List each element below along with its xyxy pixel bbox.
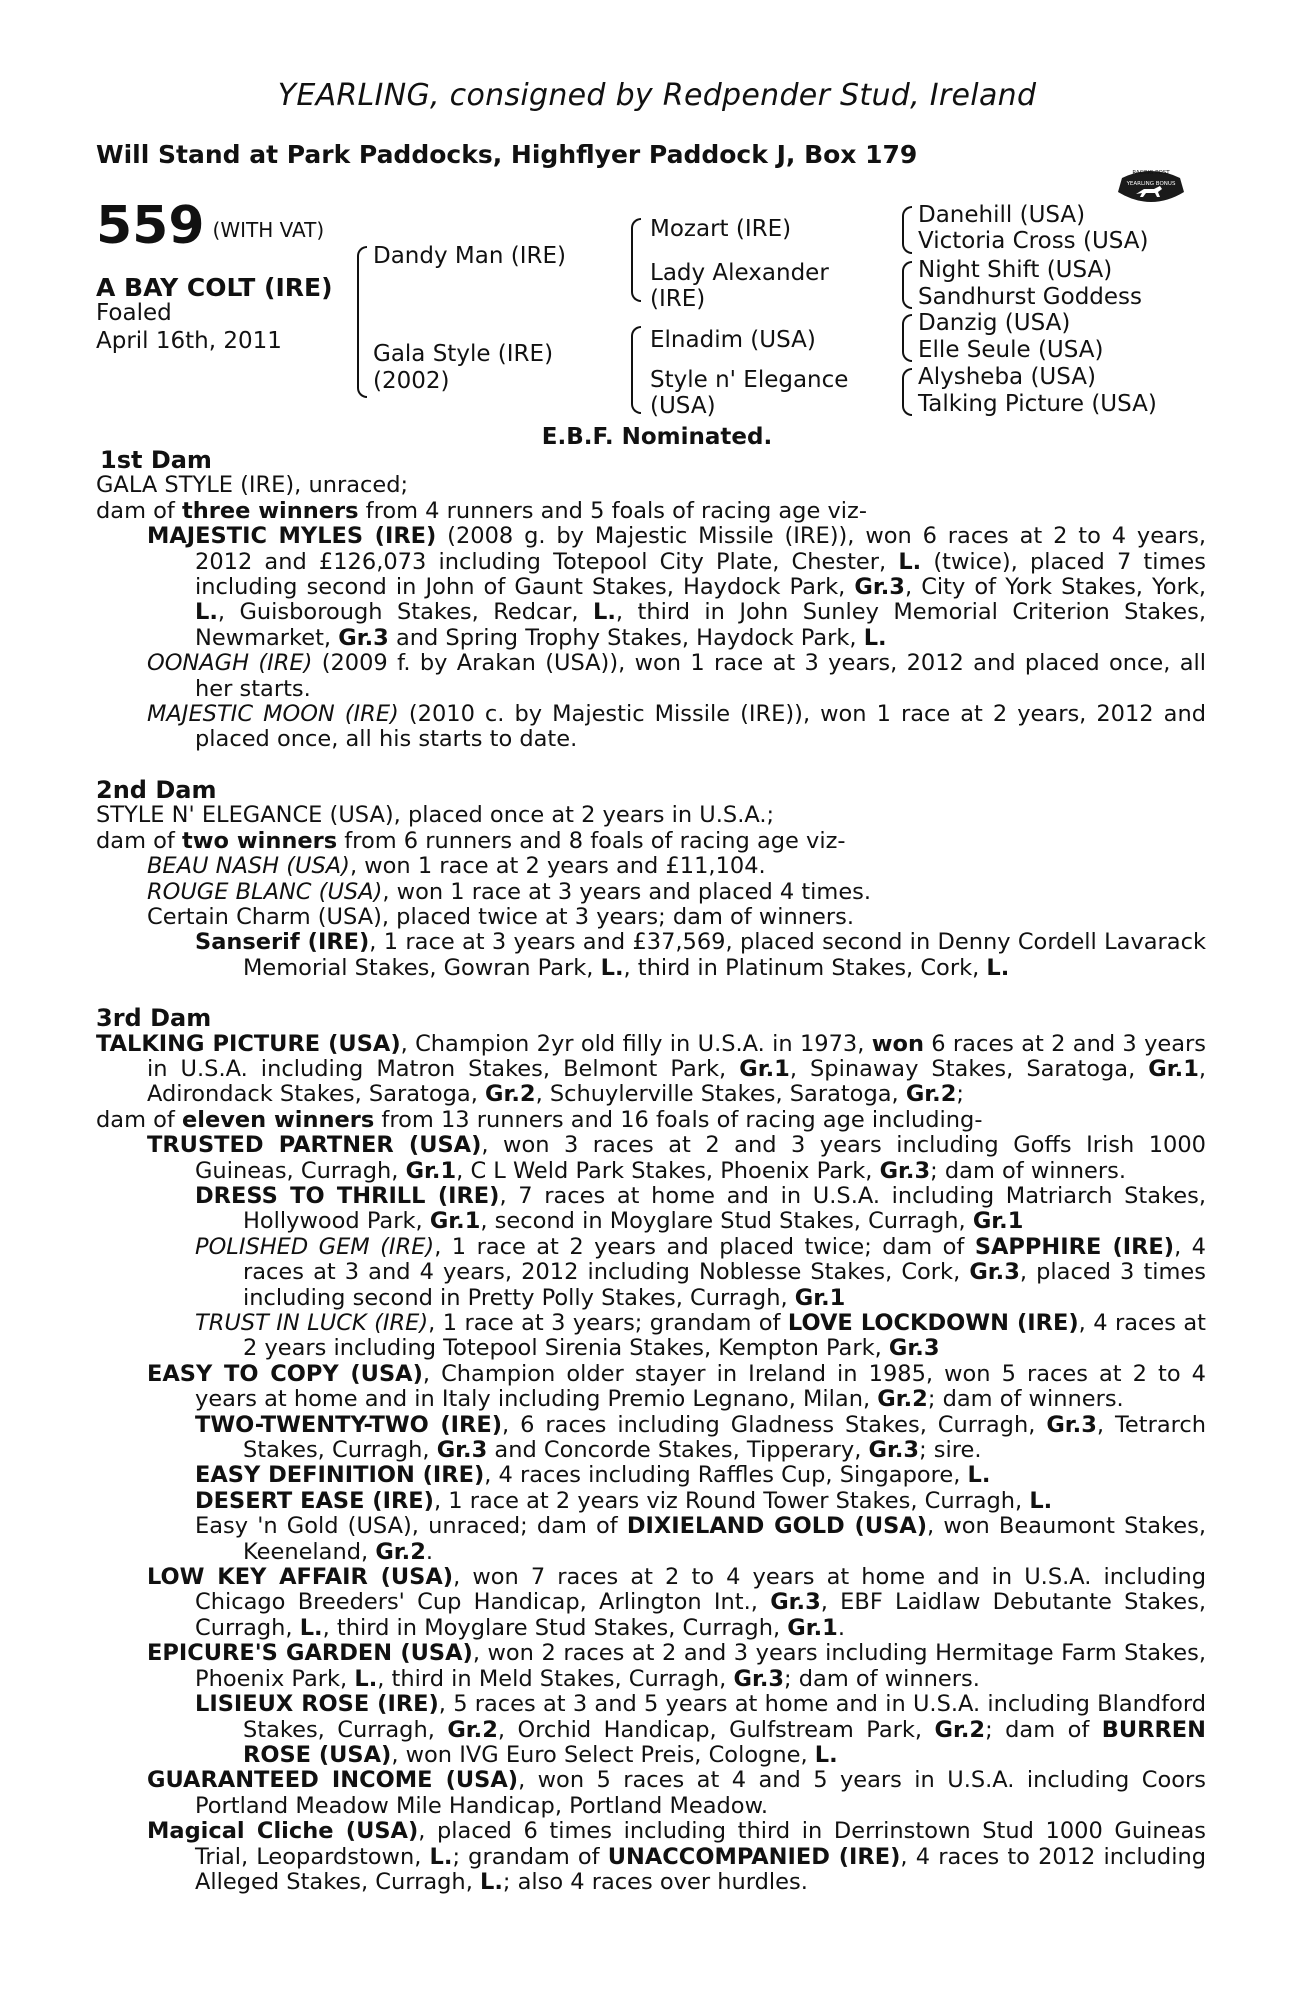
- lot-vat: (WITH VAT): [212, 218, 325, 242]
- pedigree-gen3: Victoria Cross (USA): [918, 228, 1149, 254]
- pedigree-brace: [902, 206, 912, 254]
- pedigree-brace: [631, 218, 641, 302]
- pedigree-gen3: Danehill (USA): [918, 202, 1086, 228]
- produce-entry: LISIEUX ROSE (IRE), 5 races at 3 and 5 years at home and in U.S.A. including Blandford Stakes, Curragh, Gr.2, Orchid Handicap, Gulfstream Park, Gr.2; dam of BURREN ROSE (USA), won IVG Euro Select Preis, Cologne, L.: [195, 1691, 1206, 1768]
- produce-entry: GUARANTEED INCOME (USA), won 5 races at 4 and 5 years in U.S.A. including Coors Portland Meadow Mile Handicap, Portland Meadow.: [147, 1767, 1206, 1819]
- produce-entry: LOW KEY AFFAIR (USA), won 7 races at 2 to 4 years at home and in U.S.A. including Chicago Breeders' Cup Handicap, Arlington Int., Gr.3, EBF Laidlaw Debutante Stakes, Curragh, L., third in Moyglare Stud Stakes, Curragh, Gr.1.: [147, 1564, 1206, 1641]
- produce-entry: Sanserif (IRE), 1 race at 3 years and £37,569, placed second in Denny Cordell Lavarack Memorial Stakes, Gowran Park, L., third in Platinum Stakes, Cork, L.: [195, 929, 1206, 981]
- catalogue-body: [96, 448, 1206, 1895]
- pedigree-sire-dam: Lady Alexander: [650, 260, 829, 286]
- pedigree-sire: Dandy Man (IRE): [373, 243, 566, 269]
- pedigree-gen3: Sandhurst Goddess: [918, 284, 1143, 310]
- pedigree-dam-sire: Elnadim (USA): [650, 327, 816, 353]
- pedigree-sire-dam-country: (IRE): [650, 286, 706, 312]
- produce-entry: DESERT EASE (IRE), 1 race at 2 years viz Round Tower Stakes, Curragh, L.: [195, 1487, 1053, 1514]
- produce-entry: MAJESTIC MYLES (IRE) (2008 g. by Majestic Missile (IRE)), won 6 races at 2 to 4 years, 2012 and £126,073 including Totepool City Plate, Chester, L. (twice), placed 7 times including second in John of Gaunt Stakes, Haydock Park, Gr.3, City of York Stakes, York, L., Guisborough Stakes, Redcar, L., third in John Sunley Memorial Criterion Stakes, Newmarket, Gr.3 and Spring Trophy Stakes, Haydock Park, L.: [147, 523, 1207, 651]
- pedigree-gen3: Danzig (USA): [918, 310, 1071, 336]
- produce-entry: OONAGH (IRE) (2009 f. by Arakan (USA)), won 1 race at 3 years, 2012 and placed once, all her starts.: [147, 650, 1206, 702]
- pedigree-dam-dam: Style n' Elegance: [650, 367, 849, 393]
- dam-produce-summary: dam of two winners from 6 runners and 8 foals of racing age viz-: [96, 827, 846, 854]
- produce-entry: Certain Charm (USA), placed twice at 3 years; dam of winners.: [147, 903, 854, 930]
- badge-amount: £10,000: [1136, 202, 1166, 210]
- section-heading: 1st Dam: [100, 446, 212, 474]
- pedigree-gen3: Night Shift (USA): [918, 257, 1113, 283]
- pedigree-brace: [902, 368, 912, 416]
- pedigree-gen3: Elle Seule (USA): [918, 337, 1104, 363]
- pedigree-dam: Gala Style (IRE): [373, 341, 554, 367]
- badge-top-text: RACING POST: [1132, 170, 1170, 176]
- lot-number: 559: [96, 196, 205, 256]
- badge-mid-text: YEARLING BONUS: [1126, 181, 1176, 187]
- produce-entry: MAJESTIC MOON (IRE) (2010 c. by Majestic Missile (IRE)), won 1 race at 2 years, 2012 and placed once, all his starts to date.: [147, 701, 1206, 753]
- yearling-bonus-badge-icon: [1112, 162, 1190, 212]
- produce-entry: POLISHED GEM (IRE), 1 race at 2 years and placed twice; dam of SAPPHIRE (IRE), 4 races at 3 and 4 years, 2012 including Noblesse Stakes, Cork, Gr.3, placed 3 times including second in Pretty Polly Stakes, Curragh, Gr.1: [195, 1233, 1206, 1311]
- produce-entry: ROUGE BLANC (USA), won 1 race at 3 years and placed 4 times.: [147, 878, 872, 905]
- ebf-nominated: E.B.F. Nominated.: [541, 424, 773, 450]
- pedigree-dam-dam-country: (USA): [650, 393, 716, 419]
- dam-intro: TALKING PICTURE (USA), Champion 2yr old filly in U.S.A. in 1973, won 6 races at 2 and 3 years in U.S.A. including Matron Stakes, Belmont Park, Gr.1, Spinaway Stakes, Saratoga, Gr.1, Adirondack Stakes, Saratoga, Gr.2, Schuylerville Stakes, Saratoga, Gr.2;: [96, 1030, 1207, 1108]
- dam-produce-summary: dam of three winners from 4 runners and 5 foals of racing age viz-: [96, 497, 867, 524]
- produce-entry: TWO-TWENTY-TWO (IRE), 6 races including Gladness Stakes, Curragh, Gr.3, Tetrarch Stakes, Curragh, Gr.3 and Concorde Stakes, Tipperary, Gr.3; sire.: [195, 1411, 1207, 1464]
- section-heading: 3rd Dam: [96, 1004, 212, 1033]
- pedigree-brace: [902, 261, 912, 309]
- lot-number-block: [96, 196, 325, 256]
- pedigree-brace: [902, 314, 912, 362]
- produce-entry: BEAU NASH (USA), won 1 race at 2 years and £11,104.: [147, 853, 766, 880]
- produce-entry: EPICURE'S GARDEN (USA), won 2 races at 2 and 3 years including Hermitage Farm Stakes, Phoenix Park, L., third in Meld Stakes, Curragh, Gr.3; dam of winners.: [147, 1640, 1207, 1692]
- pedigree-gen3: Alysheba (USA): [918, 364, 1096, 390]
- produce-entry: EASY DEFINITION (IRE), 4 races including Raffles Cup, Singapore, L.: [195, 1462, 991, 1489]
- pedigree-gen3: Talking Picture (USA): [918, 391, 1157, 417]
- dam-intro: GALA STYLE (IRE), unraced;: [96, 472, 409, 499]
- header-title: YEARLING, consigned by Redpender Stud, Ireland: [277, 78, 1037, 113]
- produce-entry: Magical Cliche (USA), placed 6 times including third in Derrinstown Stud 1000 Guineas Trial, Leopardstown, L.; grandam of UNACCOMPANIED (IRE), 4 races to 2012 including Alleged Stakes, Curragh, L.; also 4 races over hurdles.: [147, 1818, 1206, 1895]
- pedigree-brace: [631, 326, 641, 414]
- dam-intro: STYLE N' ELEGANCE (USA), placed once at 2 years in U.S.A.;: [96, 802, 775, 829]
- foaled-label: Foaled: [96, 300, 172, 326]
- stand-location: Will Stand at Park Paddocks, Highflyer Paddock J, Box 179: [96, 140, 918, 169]
- dam-produce-summary: dam of eleven winners from 13 runners and 16 foals of racing age including-: [96, 1106, 983, 1133]
- pedigree-sire-sire: Mozart (IRE): [650, 216, 792, 242]
- section-heading: 2nd Dam: [96, 775, 217, 804]
- foaled-date: April 16th, 2011: [96, 328, 282, 354]
- produce-entry: TRUST IN LUCK (IRE), 1 race at 3 years; grandam of LOVE LOCKDOWN (IRE), 4 races at 2 years including Totepool Sirenia Stakes, Kempton Park, Gr.3: [195, 1310, 1206, 1362]
- produce-entry: Easy 'n Gold (USA), unraced; dam of DIXIELAND GOLD (USA), won Beaumont Stakes, Keeneland, Gr.2.: [195, 1513, 1206, 1565]
- produce-entry: TRUSTED PARTNER (USA), won 3 races at 2 and 3 years including Goffs Irish 1000 Guineas, Curragh, Gr.1, C L Weld Park Stakes, Phoenix Park, Gr.3; dam of winners.: [147, 1132, 1206, 1184]
- lot-title: A BAY COLT (IRE): [96, 273, 333, 302]
- produce-entry: DRESS TO THRILL (IRE), 7 races at home and in U.S.A. including Matriarch Stakes, Hollywood Park, Gr.1, second in Moyglare Stud Stakes, Curragh, Gr.1: [195, 1182, 1206, 1235]
- pedigree-brace: [357, 246, 367, 398]
- pedigree-dam-year: (2002): [373, 368, 450, 394]
- produce-entry: EASY TO COPY (USA), Champion older stayer in Ireland in 1985, won 5 races at 2 to 4 years at home and in Italy including Premio Legnano, Milan, Gr.2; dam of winners.: [147, 1360, 1206, 1413]
